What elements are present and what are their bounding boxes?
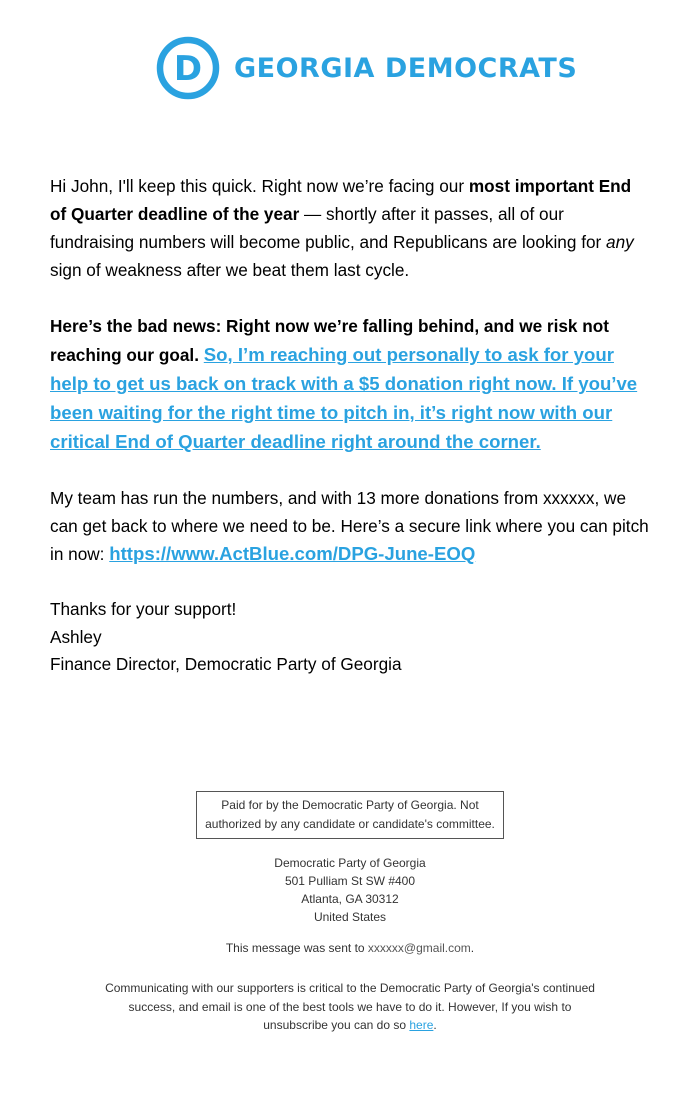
signature-block xyxy=(50,596,650,679)
intro-text-1: Hi John, I'll keep this quick. Right now we’re facing our xyxy=(50,176,469,196)
email-body xyxy=(50,172,650,679)
numbers-text: My team has run the numbers, and with 13 more donations from xxxxxx, we can get back to where we need to be. Here’s a secure link where you can pitch in now: xyxy=(50,488,649,564)
deadline-emphasis: most important End of Quarter deadline of the year xyxy=(50,176,632,224)
unsubscribe-text: Communicating with our supporters is critical to the Democratic Party of Georgia's continued success, and email is one of the best tools we have to do it. However, If you wish to unsubscribe you can do so xyxy=(105,981,595,1032)
address-street: 501 Pulliam St SW #400 xyxy=(284,874,416,888)
georgia-democrats-logo[interactable] xyxy=(156,36,577,100)
email-footer xyxy=(0,791,700,1035)
any-emphasis: any xyxy=(606,232,634,252)
signer-title: Finance Director, Democratic Party of Georgia xyxy=(50,654,402,674)
recipient-email: xxxxxx@gmail.com xyxy=(367,941,471,955)
unsubscribe-link[interactable]: here xyxy=(409,1018,434,1032)
thanks-line: Thanks for your support! xyxy=(50,599,237,619)
address-city: Atlanta, GA 30312 xyxy=(301,892,399,906)
address-country: United States xyxy=(313,910,387,924)
mailing-address xyxy=(0,854,700,926)
unsubscribe-notice: Communicating with our supporters is critical to the Democratic Party of Georgia's continued success, and email is one of the best tools we have to do it. However, If you wish to unsubscribe you can do so here. xyxy=(105,981,595,1032)
paid-for-disclaimer: Paid for by the Democratic Party of Georgia. Not authorized by any candidate or candidate's committee. xyxy=(196,791,504,839)
intro-paragraph xyxy=(50,172,650,284)
actblue-donate-link[interactable]: https://www.ActBlue.com/DPG-June-EOQ xyxy=(109,543,476,564)
logo-wordmark: GEORGIA DEMOCRATS xyxy=(234,52,578,84)
donate-cta-link[interactable]: So, I’m reaching out personally to ask for your help to get us back on track with a $5 donation right now. If you’ve been waiting for the right time to pitch in, it’s right now with our critical End of Quarter deadline right around the corner. xyxy=(50,344,638,452)
sent-prefix: This message was sent to xyxy=(225,941,365,955)
signer-name: Ashley xyxy=(50,626,102,647)
numbers-paragraph xyxy=(50,484,650,568)
bad-news-text: Here’s the bad news: Right now we’re falling behind, and we risk not reaching our goal. xyxy=(50,316,609,365)
democrats-d-icon xyxy=(156,36,220,100)
intro-text-3: sign of weakness after we beat them last cycle. xyxy=(50,260,410,280)
logo-letter: D xyxy=(173,49,203,89)
recipient-notice: This message was sent to xxxxxx@gmail.com. xyxy=(225,941,475,955)
intro-text-2: — shortly after it passes, all of our fundraising numbers will become public, and Republicans are looking for xyxy=(50,204,607,252)
address-org: Democratic Party of Georgia xyxy=(274,856,426,870)
appeal-paragraph xyxy=(50,312,650,456)
email-header xyxy=(0,30,700,110)
